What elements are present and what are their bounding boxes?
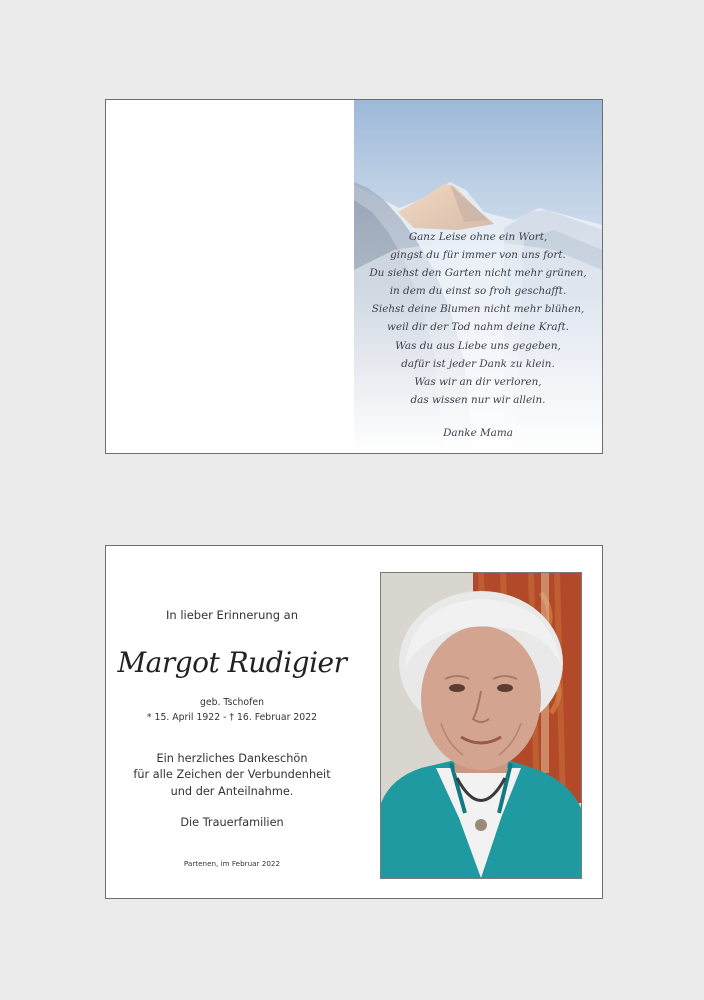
poem-line: Du siehst den Garten nicht mehr grünen, xyxy=(369,267,587,280)
poem-line: Was wir an dir verloren, xyxy=(414,375,542,388)
poem xyxy=(354,228,602,409)
poem-line: weil dir der Tod nahm deine Kraft. xyxy=(387,321,569,334)
thanks-line: Ein herzliches Dankeschön xyxy=(156,752,308,765)
in-memory-heading: In lieber Erinnerung an xyxy=(166,608,298,622)
front-card xyxy=(105,99,603,454)
poem-closing: Danke Mama xyxy=(443,427,513,439)
poem-line: das wissen nur wir allein. xyxy=(410,393,546,406)
thanks-line: für alle Zeichen der Verbundenheit xyxy=(133,768,331,782)
poem-line: gingst du für immer von uns fort. xyxy=(390,249,566,262)
portrait-illustration xyxy=(381,573,581,878)
inner-card xyxy=(105,545,603,899)
poem-line: in dem du einst so froh geschafft. xyxy=(389,285,567,298)
deceased-name: Margot Rudigier xyxy=(117,646,347,679)
poem-line: Was du aus Liebe uns gegeben, xyxy=(395,339,561,352)
place-date: Partenen, im Februar 2022 xyxy=(183,859,281,868)
signature-families: Die Trauerfamilien xyxy=(180,816,284,829)
memorial-text-column xyxy=(106,546,358,898)
thanks-message xyxy=(106,751,358,800)
poem-line: Ganz Leise ohne ein Wort, xyxy=(408,231,548,243)
thanks-line: und der Anteilnahme. xyxy=(170,784,294,798)
poem-line: dafür ist jeder Dank zu klein. xyxy=(401,357,555,370)
mountain-image-panel xyxy=(354,100,602,453)
poem-line: Siehst deine Blumen nicht mehr blühen, xyxy=(371,303,585,316)
maiden-name: geb. Tschofen xyxy=(200,697,264,708)
portrait-photo xyxy=(380,572,582,879)
life-dates: * 15. April 1922 - † 16. Februar 2022 xyxy=(146,712,318,723)
